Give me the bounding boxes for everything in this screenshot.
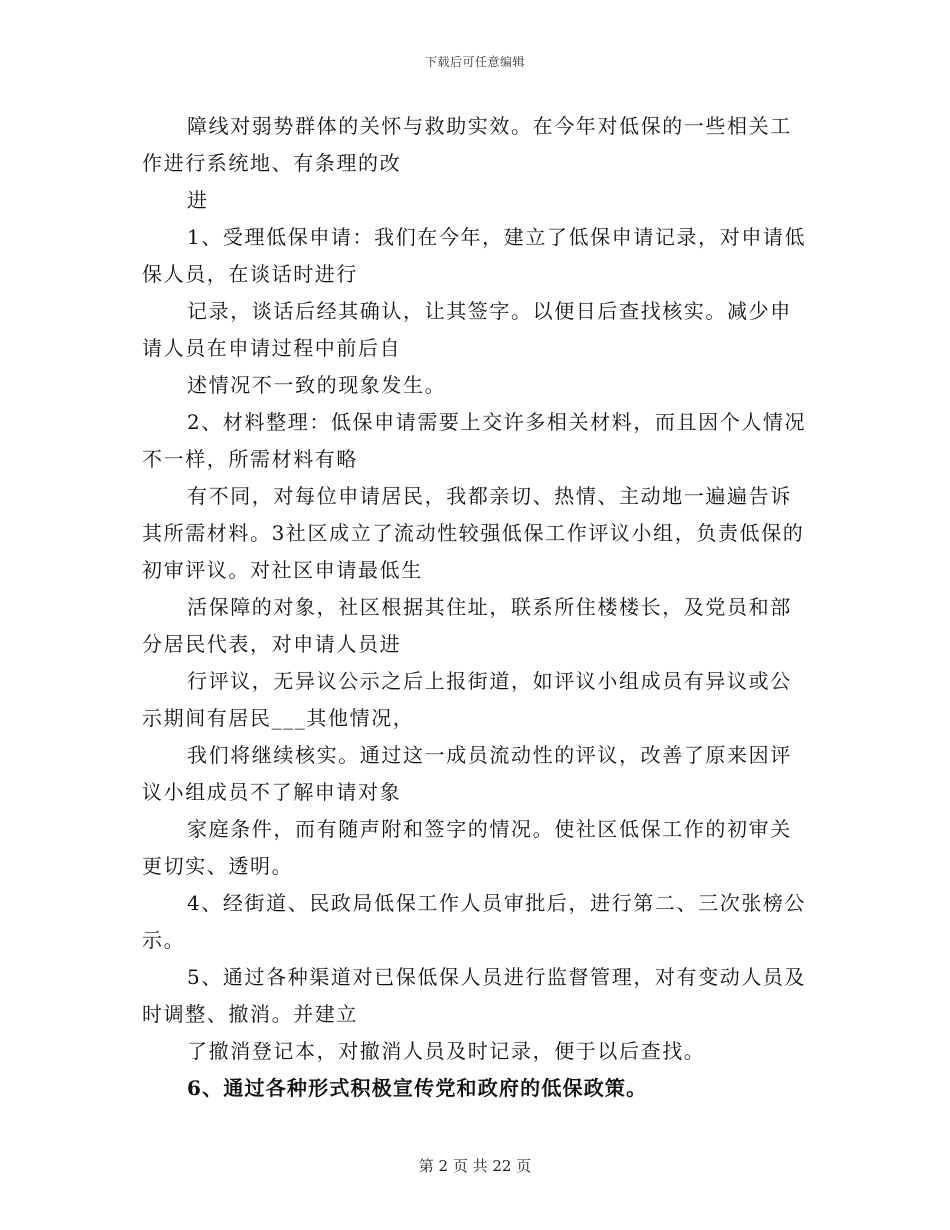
page-footer: 第 2 页 共 22 页: [418, 1157, 532, 1175]
text-line: 初审评议。对社区申请最低生: [142, 558, 423, 582]
text-line: 其所需材料。3社区成立了流动性较强低保工作评议小组，负责低保的: [142, 521, 805, 545]
text-line: 障线对弱势群体的关怀与救助实效。在今年对低保的一些相关工: [187, 114, 792, 138]
text-line: 议小组成员不了解申请对象: [142, 780, 402, 804]
text-line: 述情况不一致的现象发生。: [187, 373, 447, 397]
text-line: 保人员，在谈话时进行: [142, 262, 358, 286]
text-line: 不一样，所需材料有略: [142, 447, 358, 471]
text-line: 活保障的对象，社区根据其住址，联系所住楼楼长，及党员和部: [187, 595, 792, 619]
text-line: 请人员在申请过程中前后自: [142, 336, 402, 360]
text-line: 进: [187, 188, 209, 212]
text-line: 我们将继续核实。通过这一成员流动性的评议，改善了原来因评: [187, 743, 792, 767]
text-line: 4、经街道、民政局低保工作人员审批后，进行第二、三次张榜公: [187, 891, 807, 915]
text-line: 1、受理低保申请：我们在今年，建立了低保申请记录，对申请低: [187, 225, 807, 249]
text-line: 更切实、透明。: [142, 854, 294, 878]
text-line: 示。: [142, 928, 186, 952]
page-header: 下载后可任意编辑: [424, 55, 525, 69]
text-line: 分居民代表，对申请人员进: [142, 632, 402, 656]
text-line: 了撤消登记本，对撤消人员及时记录，便于以后查找。: [187, 1039, 706, 1063]
text-line: 家庭条件，而有随声附和签字的情况。使社区低保工作的初审关: [187, 817, 792, 841]
document-body: [142, 108, 810, 1107]
text-line: 6、通过各种形式积极宣传党和政府的低保政策。: [187, 1076, 648, 1100]
text-line: 5、通过各种渠道对已保低保人员进行监督管理，对有变动人员及: [187, 965, 807, 989]
text-line: 作进行系统地、有条理的改: [142, 151, 402, 175]
text-line: 时调整、撤消。并建立: [142, 1002, 358, 1026]
text-line: 记录，谈话后经其确认，让其签字。以便日后查找核实。减少申: [187, 299, 792, 323]
text-line: 有不同，对每位申请居民，我都亲切、热情、主动地一遍遍告诉: [187, 484, 792, 508]
text-line: 行评议，无异议公示之后上报街道，如评议小组成员有异议或公: [187, 669, 792, 693]
text-line: 2、材料整理：低保申请需要上交许多相关材料，而且因个人情况: [187, 410, 807, 434]
text-line: 示期间有居民___其他情况，: [142, 706, 415, 730]
